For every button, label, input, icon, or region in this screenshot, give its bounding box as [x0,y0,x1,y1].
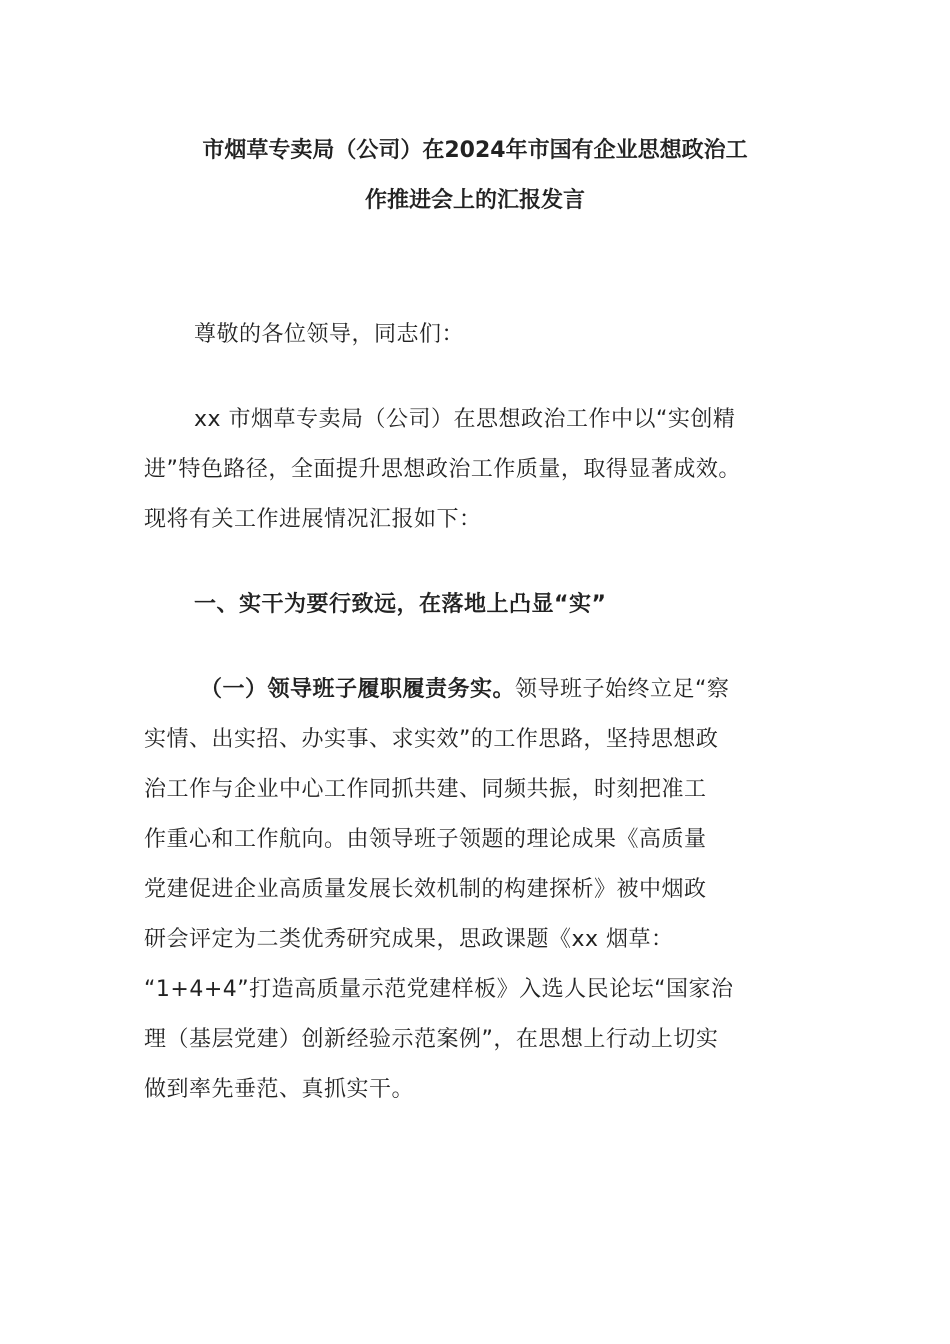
salutation-text: 尊敬的各位领导，同志们： [194,322,465,347]
salutation [144,310,824,360]
section-1-heading: 一、实干为要行致远，在落地上凸显“实” [194,592,607,617]
body-line: 理（基层党建）创新经验示范案例”，在思想上行动上切实 [144,1027,719,1052]
document-title-line-1: 市烟草专卖局（公司）在2024年市国有企业思想政治工 [202,138,748,163]
intro-line: 现将有关工作进展情况汇报如下： [144,507,482,532]
body-line: 治工作与企业中心工作同抓共建、同频共振，时刻把准工 [144,777,707,802]
body-line: 研会评定为二类优秀研究成果，思政课题《xx 烟草： [144,927,674,952]
body-line: 做到率先垂范、真抓实干。 [144,1077,415,1102]
subsection-1-heading: （一）领导班子履职履责务实。 [200,677,516,702]
body-line: 实情、出实招、办实事、求实效”的工作思路，坚持思想政 [144,727,719,752]
intro-paragraph [144,395,824,545]
body-line: 作重心和工作航向。由领导班子领题的理论成果《高质量 [144,827,707,852]
document-title-line-2: 作推进会上的汇报发言 [364,188,585,213]
section-heading [144,580,824,630]
body-line: “1+4+4”打造高质量示范党建样板》入选人民论坛“国家治 [144,977,734,1002]
intro-line: 进”特色路径，全面提升思想政治工作质量，取得显著成效。 [144,457,741,482]
subsection-1-first-line: 领导班子始终立足“察 [515,677,730,702]
body-line: 党建促进企业高质量发展长效机制的构建探析》被中烟政 [144,877,707,902]
intro-line: xx 市烟草专卖局（公司）在思想政治工作中以“实创精 [194,407,736,432]
subsection-paragraph [144,665,824,1115]
